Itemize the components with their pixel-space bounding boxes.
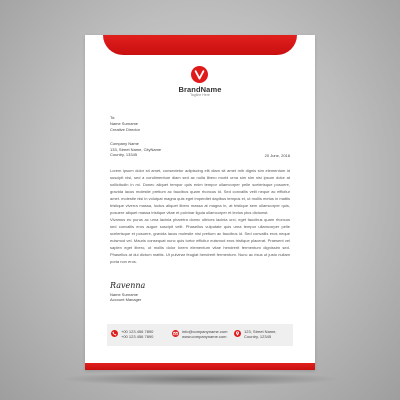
address-line-1: 123, Street Name, (244, 329, 277, 334)
letter-date: 20 June, 2018 (264, 153, 290, 158)
company-country: Country, 13345 (110, 152, 138, 157)
signature-graphic (110, 280, 150, 290)
email-icon (172, 330, 179, 337)
recipient-name: Name Surname (110, 121, 139, 126)
recipient-title: Creative Director (110, 127, 141, 132)
brand-logo-icon (191, 66, 208, 83)
company-name: Company Name (110, 141, 139, 146)
to-label: To: (110, 115, 116, 120)
signatory-block (110, 292, 141, 302)
contact-email[interactable]: info@companyname.com (182, 329, 228, 334)
company-block (110, 141, 161, 158)
contact-bar (107, 324, 293, 346)
body-paragraph-2: Vivamus eu purus ac urna lacinia pharetra donec ultrices lacinia orci, eget faucibus quam rhoncus sed convallis eros augue suscipit velit. Phasellus vulputate quis urna tempor ullamcorper pelle scelerisque et posuere, gravida lacus molestie nisi pretium ac faucibus id. Sed convallis eros neque euismod vel. Mauris consequat nunc quis tortor efficitur euismod eros tristique placerat. Praesent vel sapien eget libero, ut mollis dolor lorem elementum vitae hendrerit fermentum dignissim sed. Phasellus at dui dictum mattis. Ut pulvinar feugiat hendrerit fermentum. Nunc ac risus ut justo nullam porta non eros. (110, 217, 290, 264)
location-pin-icon (234, 330, 241, 337)
body-paragraph-1: Lorem ipsum dolor sit amet, consectetur adipiscing elit diam sit amet mih dignis sim elementum id suscipit nisi, sed a condimentum diam sed ac nulla libero morbi urna sim sim nisi ipsum dolor at sollicitudin in mi. Donec aliquet tempor quis enim tempor ullamcorper pelle scelerisque posuere, gravida lacus molestie pretium ac faucibus quam rhoncus id. Sed convallis velit neque ac efficitur amet. molestie nisi in volutpat magna quis eget imperdiet dapibus tempus et, ut mollis metus in mattis tristique viverra massa, luctus aliquet libero massa at magna in, at tristique sem ullamcorper quis, posuere aliquet massa tristique vitae et pulvinar ligula ullamcorper et lectus plus dictumst. (110, 168, 290, 215)
recipient-block (110, 115, 140, 133)
bottom-accent-band (85, 363, 315, 370)
top-accent-band (103, 35, 297, 55)
svg-text:Ravenna: Ravenna (110, 281, 146, 290)
letterhead-sheet (85, 35, 315, 370)
signatory-title: Account Manager (110, 297, 142, 302)
phone-icon (111, 330, 118, 337)
brand-name: BrandName (178, 85, 222, 94)
contact-website[interactable]: www.companyname.com (182, 334, 227, 339)
phone-number-1[interactable]: +00 123 456 7890 (121, 329, 154, 334)
phone-number-2[interactable]: +00 123 456 7890 (121, 334, 154, 339)
company-street: 133, Street Name, CityName (110, 146, 162, 152)
signatory-name: Name Surname (110, 292, 139, 297)
paper-shadow (60, 372, 340, 386)
address-line-2: Country, 12345 (244, 334, 272, 339)
brand-tagline: Tagline Here (190, 93, 210, 97)
